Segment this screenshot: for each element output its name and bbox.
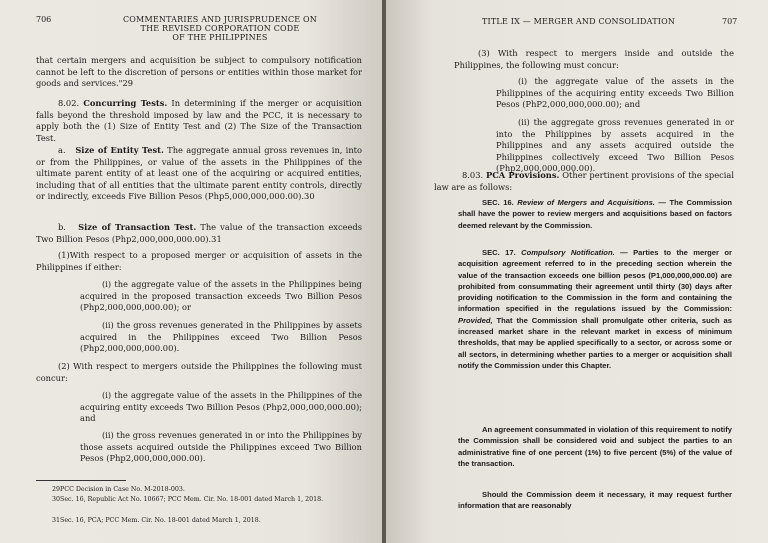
provision-head: SEC. 17. bbox=[482, 248, 522, 257]
footnote-29: 29PCC Decision in Case No. M-2018-003. bbox=[52, 486, 185, 493]
footnote-30: 30Sec. 16, Republic Act No. 10667; PCC Mem. Cir. No. 18-001 dated March 1, 2018. bbox=[52, 496, 324, 503]
header-line-3: OF THE PHILIPPINES bbox=[172, 33, 268, 42]
subitem-2: (2) With respect to mergers outside the Philippines the following must concur: bbox=[36, 361, 362, 383]
item-text: The value of the transaction exceeds Two Billion Pesos (Php2,000,000,000.00).31 bbox=[36, 222, 362, 244]
violation-paragraph: An agreement consummated in violation of this requirement to notify the Commission shall be considered void and subject the parties to an administrative fine of one percent (1%) to five percent (5%) of the value of the transaction. bbox=[458, 425, 732, 468]
section-text: Other pertinent provisions of the special law are as follows: bbox=[434, 170, 735, 192]
size-of-transaction-test bbox=[36, 222, 362, 245]
item-title: Size of Transaction Test. bbox=[78, 222, 197, 232]
header-line-2: THE REVISED CORPORATION CODE bbox=[140, 24, 300, 33]
item-title: Size of Entity Test. bbox=[75, 145, 164, 155]
provision-text: — Parties to the merger or acquisition agreement referred to in the preceding section wherein the value of the transaction exceeds one billion pesos (P1,000,000,000.00) are prohibited from consummating their agreement until thirty (30) days after providing notification to the Commission in the form and containing the information specified in the regulations issued by the Commission: bbox=[458, 248, 732, 314]
subitem-2-i: (i) the aggregate value of the assets in the Philippines of the acquiring entity exceeds Two Billion Pesos (Php2,000,000,000.00); and bbox=[80, 390, 362, 424]
provision-head: SEC. 16. bbox=[482, 198, 518, 207]
provision-title: Review of Mergers and Acquisitions. bbox=[517, 198, 655, 207]
sec-16-provision bbox=[458, 197, 732, 231]
section-8-03 bbox=[434, 170, 734, 193]
intro-paragraph: that certain mergers and acquisition be subject to compulsory notification cannot be left to the discretion of persons or entities within those market for goods and services."29 bbox=[36, 55, 362, 89]
provided-keyword: Provided, bbox=[458, 315, 493, 325]
section-title: Concurring Tests. bbox=[83, 98, 168, 108]
item-label: a. bbox=[58, 145, 66, 155]
section-number: 8.03. bbox=[462, 170, 484, 180]
footnote-31: 31Sec. 16, PCA; PCC Mem. Cir. No. 18-001 dated March 1, 2018. bbox=[52, 517, 261, 524]
section-text: In determining if the merger or acquisition falls beyond the threshold imposed by law and the PCC, it is necessary to apply both the (1) Size of Entity Test and (2) The Size of the Transaction Test. bbox=[36, 98, 363, 143]
footnote-divider bbox=[36, 480, 126, 481]
section-number: 8.02. bbox=[58, 98, 80, 108]
further-info-paragraph: Should the Commission deem it necessary, it may request further information that are reasonably bbox=[458, 490, 732, 511]
subitem-1: (1)With respect to a proposed merger or acquisition of assets in the Philippines if either: bbox=[36, 250, 362, 272]
subitem-1-i: (i) the aggregate value of the assets in the Philippines being acquired in the proposed transaction exceeds Two Billion Pesos (Php2,000,000,000.00); or bbox=[80, 279, 362, 313]
section-8-02 bbox=[36, 98, 362, 144]
item-label: b. bbox=[58, 222, 66, 232]
item-text: The aggregate annual gross revenues in, into or from the Philippines, or value of the assets in the Philippines of the ultimate parent entity of at least one of the acquiring or acquired entities, including that of all entities that the ultimate parent entity controls, directly or indirectly, exceeds Five Billion Pesos (Php5,000,000,000.00).30 bbox=[36, 145, 362, 202]
header-line-1: COMMENTARIES AND JURISPRUDENCE ON bbox=[122, 15, 318, 24]
subitem-1-ii: (ii) the gross revenues generated in the Philippines by assets acquired in the Philippines exceed Two Billion Pesos (Php2,000,000,000.00). bbox=[80, 320, 362, 354]
provision-text: — The Commission shall have the power to review mergers and acquisitions based on factors deemed relevant by the Commission. bbox=[458, 198, 733, 230]
section-title: PCA Provisions. bbox=[485, 170, 560, 180]
size-of-entity-test bbox=[36, 145, 362, 203]
page-number-left: 706 bbox=[36, 15, 52, 24]
left-page bbox=[0, 0, 382, 543]
sec-17-provision bbox=[458, 247, 732, 371]
running-header-right: TITLE IX — MERGER AND CONSOLIDATION bbox=[482, 17, 676, 26]
subitem-3-ii: (ii) the aggregate gross revenues generated in or into the Philippines by assets acquired in the Philippines and any assets acquired outside the Philippines collectively exceed Two Billion Pesos (Php2,000,000,000.00). bbox=[496, 117, 734, 174]
page-number-right: 707 bbox=[722, 17, 738, 26]
running-header-left bbox=[100, 15, 340, 42]
subitem-2-ii: (ii) the gross revenues generated in or into the Philippines by those assets acquired outside the Philippines exceed Two Billion Pesos (Php2,000,000,000.00). bbox=[80, 430, 362, 464]
provision-title: Compulsory Notification. bbox=[521, 248, 615, 257]
provision-text-cont: That the Commission shall promulgate other criteria, such as increased market share in the relevant market in excess of minimum thresholds, that may be applied specifically to a sector, or across some or all sectors, in determining whether parties to a merger or acquisition shall notify the Commission under this Chapter. bbox=[458, 315, 732, 370]
subitem-3: (3) With respect to mergers inside and outside the Philippines, the following must concur: bbox=[454, 48, 734, 70]
subitem-3-i: (i) the aggregate value of the assets in the Philippines of the acquiring entity exceeds Two Billion Pesos (PhP2,000,000,000.00); and bbox=[496, 76, 734, 110]
right-page bbox=[386, 0, 768, 543]
